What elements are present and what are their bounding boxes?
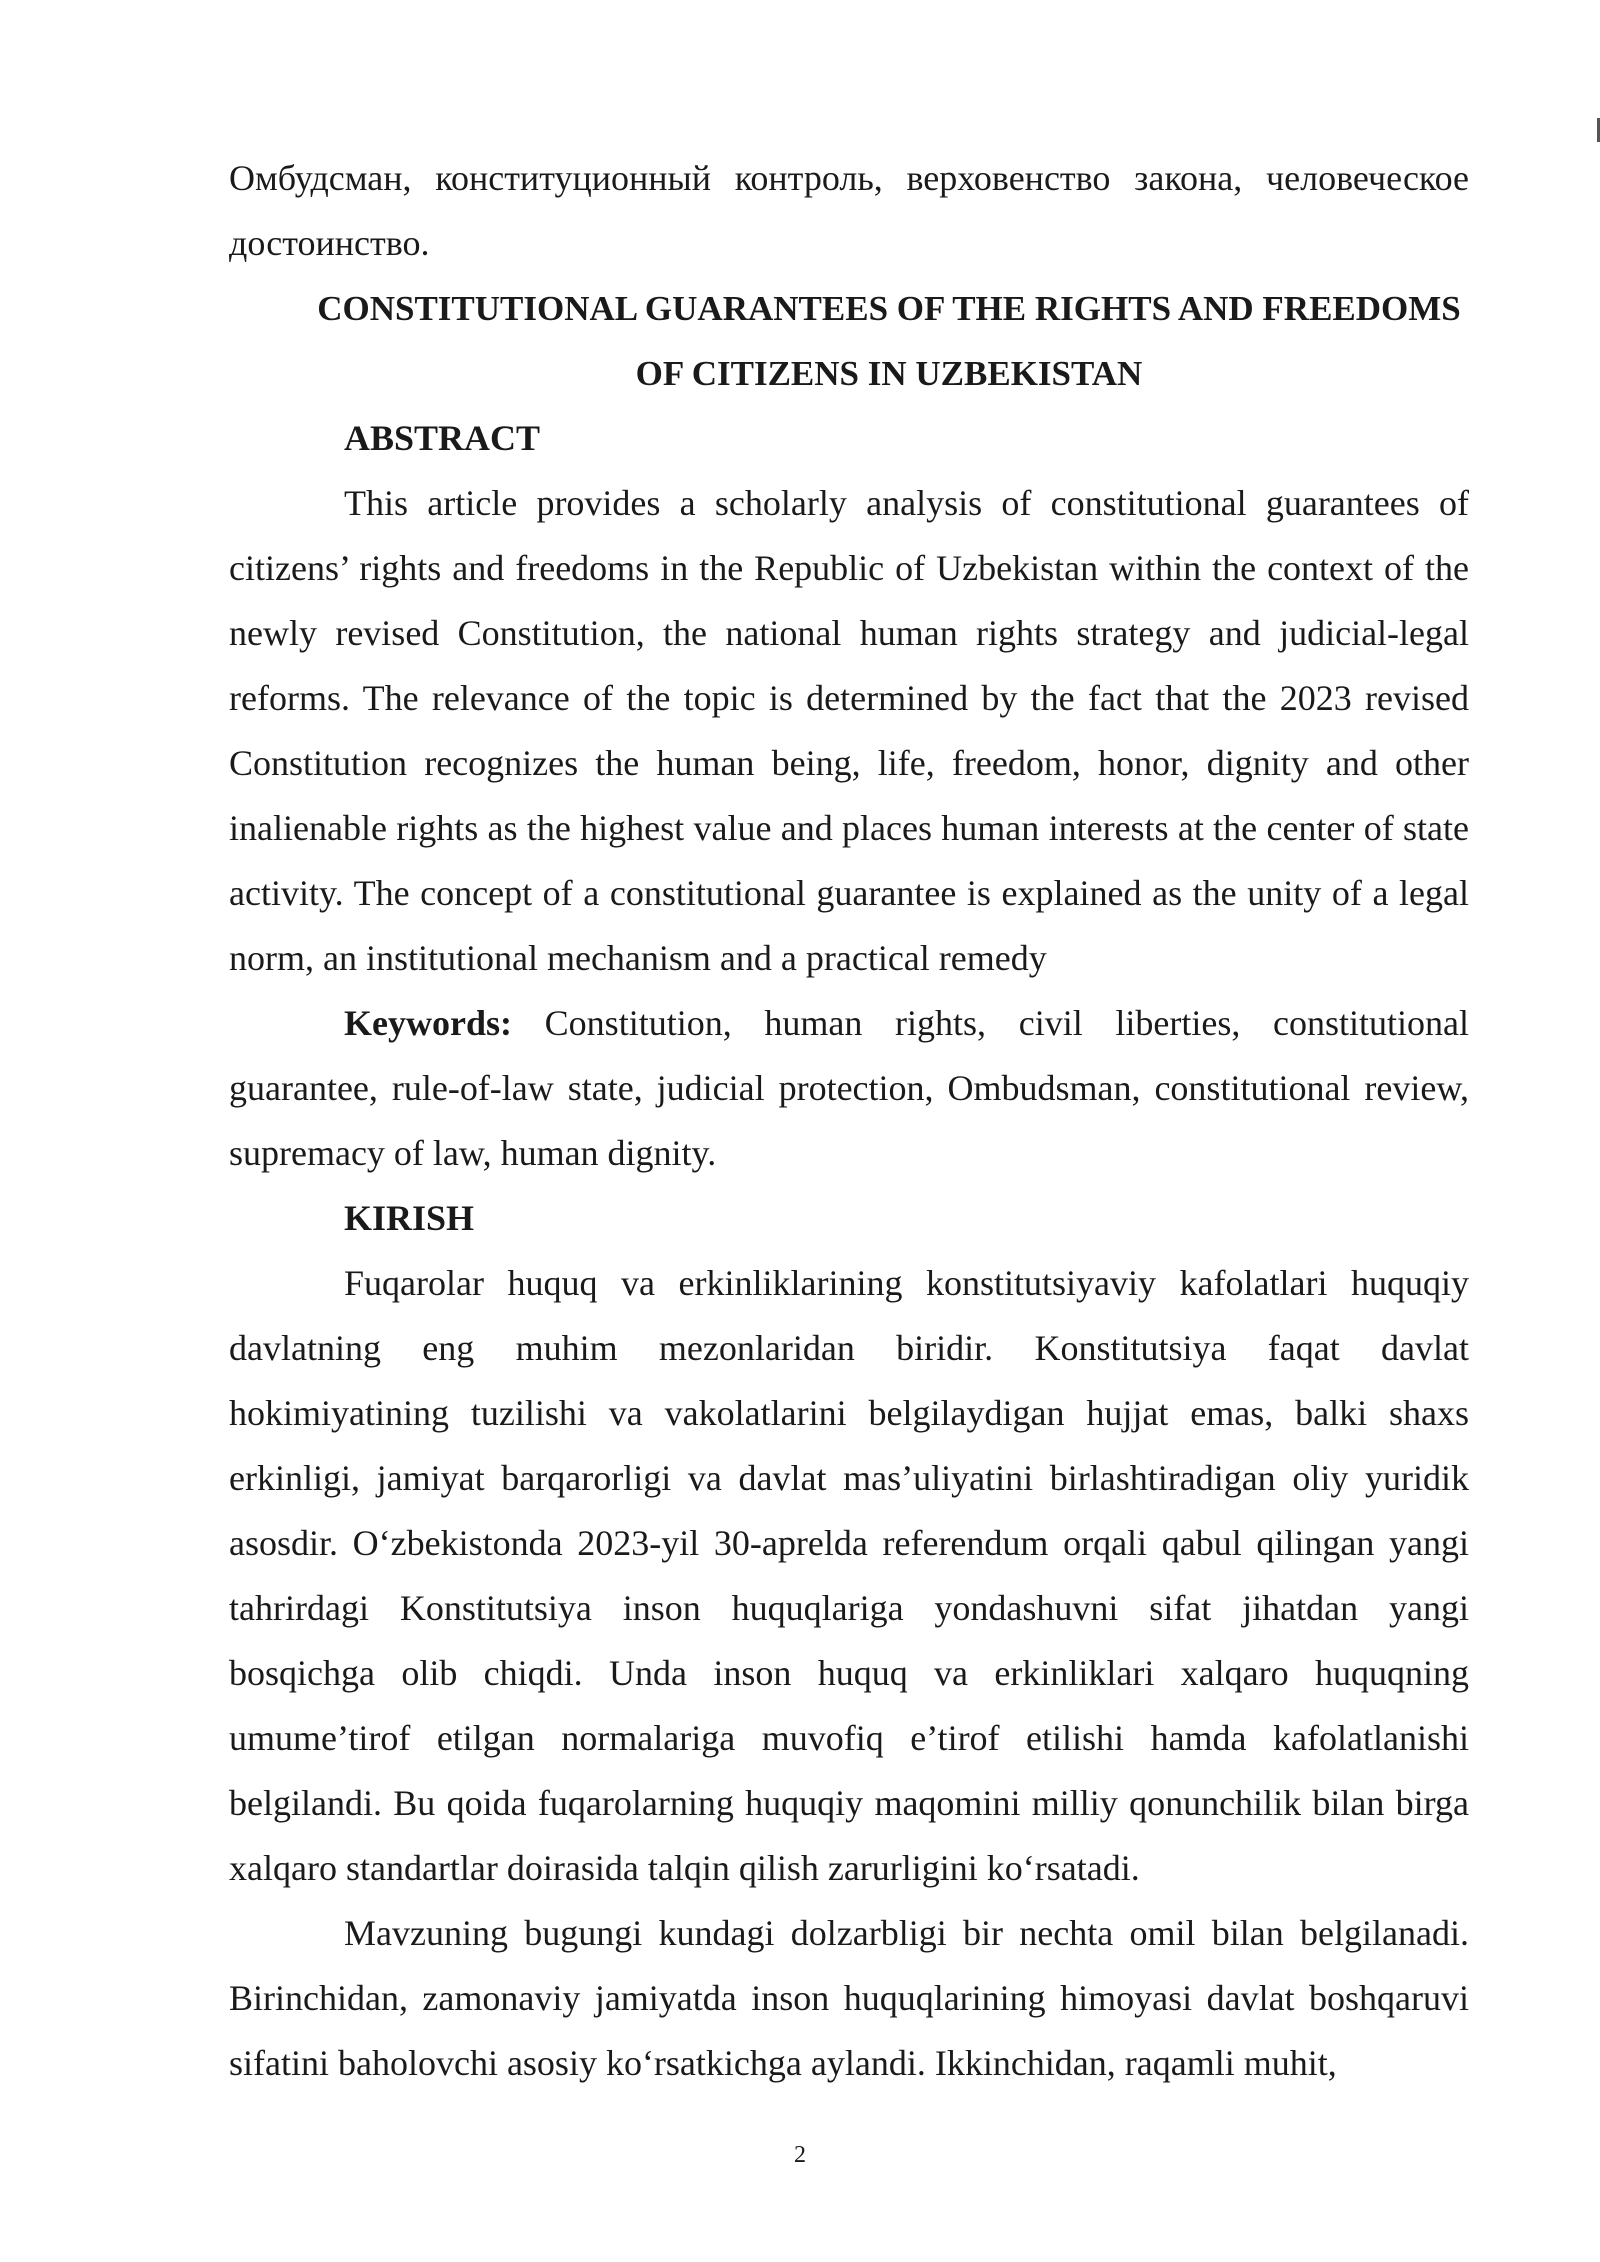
kirish-paragraph-1: Fuqarolar huquq va erkinliklarining konstitutsiyaviy kafolatlari huquqiy davlatning eng muhim mezonlaridan biridir. Konstitutsiya faqat davlat hokimiyatining tuzilishi va vakolatlarini belgilaydigan hujjat emas, balki shaxs erkinligi, jamiyat barqarorligi va davlat mas’uliyatini birlashtiradigan oliy yuridik asosdir. O‘zbekistonda 2023-yil 30-aprelda referendum orqali qabul qilingan yangi tahrirdagi Konstitutsiya inson huquqlariga yondashuvni sifat jihatdan yangi bosqichga olib chiqdi. Unda inson huquq va erkinliklari xalqaro huquqning umume’tirof etilgan normalariga muvofiq e’tirof etilishi hamda kafolatlanishi belgilandi. Bu qoida fuqarolarning huquqiy maqomini milliy qonunchilik bilan birga xalqaro standartlar doirasida talqin qilish zarurligini ko‘rsatadi. xyxy=(229,1263,1469,1888)
kirish-paragraph-2: Mavzuning bugungi kundagi dolzarbligi bir nechta omil bilan belgilanadi. Birinchidan, zamonaviy jamiyatda inson huquqlarining himoyasi davlat boshqaruvi sifatini baholovchi asosiy ko‘rsatkichga aylandi. Ikkinchidan, raqamli muhit, xyxy=(229,1913,1469,2083)
page-number: 2 xyxy=(794,2142,806,2168)
keywords-label: Keywords: xyxy=(344,1003,512,1043)
abstract-heading: ABSTRACT xyxy=(344,418,541,458)
kirish-heading: KIRISH xyxy=(344,1198,475,1238)
article-title-english: CONSTITUTIONAL GUARANTEES OF THE RIGHTS AND FREEDOMS OF CITIZENS IN UZBEKISTAN xyxy=(317,289,1461,393)
abstract-paragraph: This article provides a scholarly analysis of constitutional guarantees of citizens’ rights and freedoms in the Republic of Uzbekistan within the context of the newly revised Constitution, the national human rights strategy and judicial-legal reforms. The relevance of the topic is determined by the fact that the 2023 revised Constitution recognizes the human being, life, freedom, honor, dignity and other inalienable rights as the highest value and places human interests at the center of state activity. The concept of a constitutional guarantee is explained as the unity of a legal norm, an institutional mechanism and a practical remedy xyxy=(229,483,1469,978)
page-content xyxy=(229,146,1469,2096)
russian-keywords-continuation: Омбудсман, конституционный контроль, верховенство закона, человеческое достоинство. xyxy=(229,158,1469,263)
keywords-paragraph xyxy=(229,991,1469,1186)
keywords-list: Constitution, human rights, civil liberties, constitutional guarantee, rule-of-law state, judicial protection, Ombudsman, constitutional review, supremacy of law, human dignity. xyxy=(229,1003,1469,1173)
